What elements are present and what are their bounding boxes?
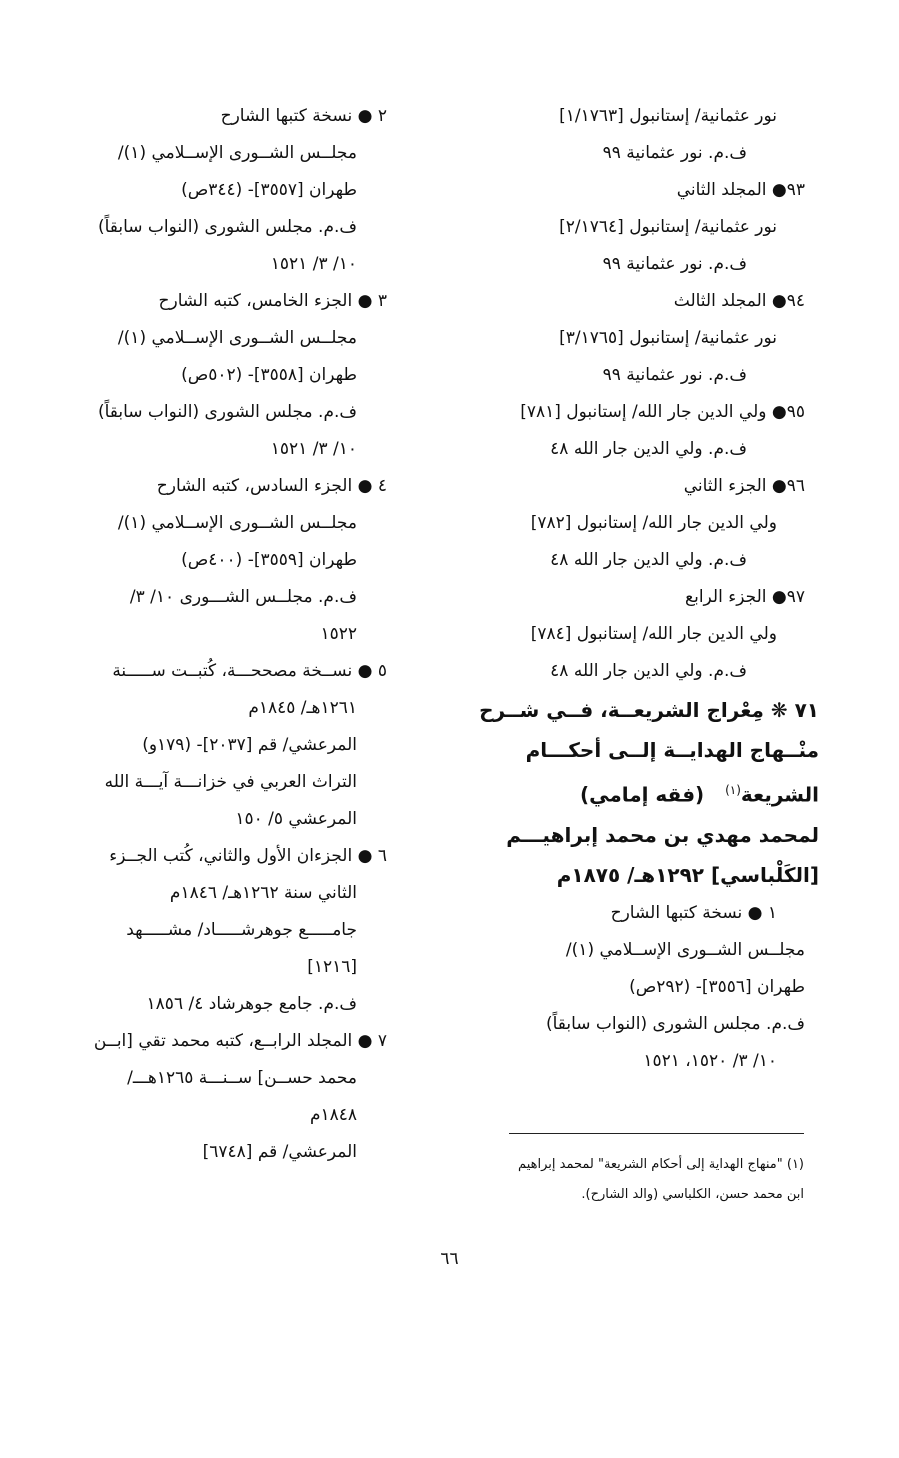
text-line: جامـــــع جوهرشـــــاد/ مشـــــهد bbox=[126, 920, 357, 940]
text-line: الثاني سنة ١٢٦٢هـ/ ١٨٤٦م bbox=[169, 883, 357, 903]
left-column bbox=[84, 98, 429, 1171]
text-line: ف.م. مجلس الشورى (النواب سابقاً) bbox=[545, 1013, 805, 1034]
text-line: طهران [٣٥٥٩]- (٤٠٠ص) bbox=[181, 550, 357, 570]
book-title-line bbox=[474, 770, 819, 815]
footnote-divider bbox=[509, 1133, 804, 1134]
entry-heading: ٦ ● الجزءان الأول والثاني، كُتب الجــزء bbox=[109, 846, 387, 866]
text-line: مجلــس الشــورى الإســلامي (١)/ bbox=[117, 143, 357, 163]
entry-heading: ٩٧● الجزء الرابع bbox=[685, 587, 805, 607]
text-line: المرعشي ٥/ ١٥٠ bbox=[235, 809, 357, 829]
text-line: نور عثمانية/ إستانبول [١/١٧٦٣] bbox=[559, 106, 777, 126]
text-line: المرعشي/ قم [٦٧٤٨] bbox=[202, 1142, 357, 1162]
entry-heading: ٣ ● الجزء الخامس، كتبه الشارح bbox=[158, 291, 387, 311]
entry-heading: ١ ● نسخة كتبها الشارح bbox=[610, 902, 777, 923]
entry-heading: ٩٤● المجلد الثالث bbox=[673, 291, 805, 311]
entry-heading: ٩٦● الجزء الثاني bbox=[683, 476, 805, 496]
text-line: ولي الدين جار الله/ إستانبول [٧٨٤] bbox=[530, 624, 777, 644]
text-line: طهران [٣٥٥٧]- (٣٤٤ص) bbox=[181, 180, 357, 200]
text-line: ف.م. ولي الدين جار الله ٤٨ bbox=[550, 439, 747, 459]
entry-heading: ٧ ● المجلد الرابــع، كتبه محمد تقي [ابــن bbox=[93, 1031, 387, 1051]
text-line: المرعشي/ قم [٢٠٣٧]- (١٧٩و) bbox=[142, 735, 357, 755]
text-line: طهران [٣٥٥٦]- (٢٩٢ص) bbox=[629, 976, 805, 997]
text-line: ف.م. جامع جوهرشاد ٤/ ١٨٥٦ bbox=[146, 994, 357, 1014]
text-line: ف.م. نور عثمانية ٩٩ bbox=[602, 365, 747, 385]
text-line: ١٨٤٨م bbox=[309, 1105, 357, 1125]
entry-heading: ٩٥● ولي الدين جار الله/ إستانبول [٧٨١] bbox=[520, 402, 805, 422]
subject-tag: (فقه إمامي) bbox=[579, 782, 705, 807]
text-line: نور عثمانية/ إستانبول [٣/١٧٦٥] bbox=[559, 328, 777, 348]
text-line: ف.م. ولي الدين جار الله ٤٨ bbox=[550, 550, 747, 570]
footnote-line: (١) "منهاج الهداية إلى أحكام الشريعة" لمحمد إبراهيم bbox=[518, 1157, 804, 1172]
text-line: ولي الدين جار الله/ إستانبول [٧٨٢] bbox=[530, 513, 777, 533]
text-line: ١٢٦١هـ/ ١٨٤٥م bbox=[248, 698, 357, 718]
text-line: طهران [٣٥٥٨]- (٥٠٢ص) bbox=[181, 365, 357, 385]
text-line: نور عثمانية/ إستانبول [٢/١٧٦٤] bbox=[559, 217, 777, 237]
author-line: [الكَلْباسي] ١٢٩٢هـ/ ١٨٧٥م bbox=[556, 862, 819, 887]
text-line: مجلــس الشــورى الإســلامي (١)/ bbox=[117, 513, 357, 533]
text-line: [١٢١٦] bbox=[307, 957, 357, 977]
text-line: ١٠/ ٣/ ١٥٢١ bbox=[270, 439, 357, 459]
text-line: مجلــس الشــورى الإســلامي (١)/ bbox=[565, 939, 805, 960]
right-column bbox=[474, 98, 819, 1080]
text-line: ف.م. نور عثمانية ٩٩ bbox=[602, 143, 747, 163]
text-line: ١٥٢٢ bbox=[320, 624, 357, 644]
text-line: التراث العربي في خزانـــة آيـــة الله bbox=[104, 772, 357, 792]
text-line: مجلــس الشــورى الإســلامي (١)/ bbox=[117, 328, 357, 348]
text-line: ١٠/ ٣/ ١٥٢١ bbox=[270, 254, 357, 274]
entry-heading: ٥ ● نســخة مصححـــة، كُتبــت ســـــنة bbox=[112, 661, 387, 681]
text-line: ف.م. مجلــس الشـــورى ١٠/ ٣/ bbox=[129, 587, 357, 607]
page-number: ٦٦ bbox=[440, 1249, 459, 1269]
book-title-line: ٧١ ❋ مِعْراج الشريعــة، فــي شــرح bbox=[479, 698, 819, 722]
footnote-line: ابن محمد حسن، الكلباسي (والد الشارح). bbox=[581, 1187, 804, 1202]
book-title-line: منْــهاج الهدايــة إلــى أحكـــام bbox=[525, 738, 819, 762]
text-line: محمد حســن] ســنـــة ١٢٦٥هـــ/ bbox=[127, 1068, 357, 1088]
text-line: ف.م. ولي الدين جار الله ٤٨ bbox=[550, 661, 747, 681]
entry-heading: ٩٣● المجلد الثاني bbox=[676, 180, 805, 200]
entry-heading: ٤ ● الجزء السادس، كتبه الشارح bbox=[156, 476, 387, 496]
author-line: لمحمد مهدي بن محمد إبراهيـــم bbox=[506, 822, 819, 847]
text-line: ١٠/ ٣/ ١٥٢٠، ١٥٢١ bbox=[643, 1050, 777, 1071]
text-line: ف.م. مجلس الشورى (النواب سابقاً) bbox=[97, 402, 357, 422]
text-line: ف.م. مجلس الشورى (النواب سابقاً) bbox=[97, 217, 357, 237]
entry-heading: ٢ ● نسخة كتبها الشارح bbox=[220, 106, 387, 126]
book-title-word: الشريعة bbox=[740, 782, 819, 807]
footnote-marker: (١) bbox=[725, 783, 741, 797]
text-line: ف.م. نور عثمانية ٩٩ bbox=[602, 254, 747, 274]
